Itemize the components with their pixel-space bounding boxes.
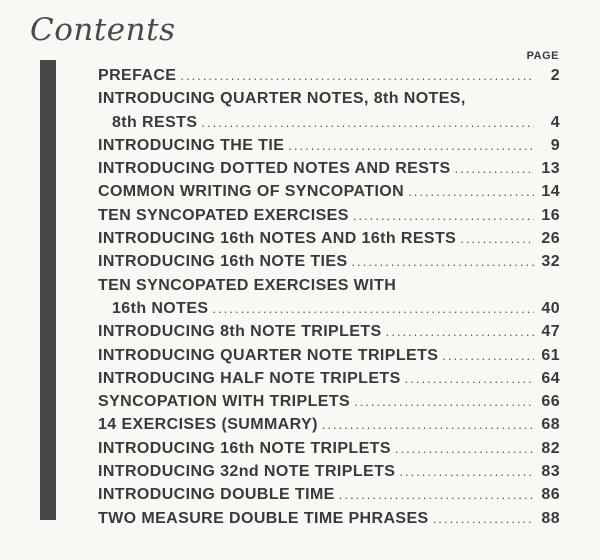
toc-entry-page: 16 [541,206,560,224]
toc-entry-title: INTRODUCING THE TIE [98,136,285,154]
toc-entry [98,367,560,390]
toc-entry-page: 68 [541,416,560,434]
toc-entry-page: 40 [541,299,560,317]
toc-entry-title: TEN SYNCOPATED EXERCISES [98,206,349,224]
toc-entry-page: 13 [541,160,560,178]
dot-leader [352,250,534,273]
toc-entry-page: 47 [541,323,560,341]
toc-entry [98,87,560,134]
toc-entry-page: 61 [541,346,560,364]
toc-entry-title: TEN SYNCOPATED EXERCISES WITH [98,276,397,294]
toc-entry-title: 14 EXERCISES (SUMMARY) [98,416,318,434]
toc-entry-page: 2 [550,67,560,84]
toc-entry [98,320,560,343]
toc-entry-title: PREFACE [98,67,177,84]
dot-leader [442,344,534,367]
page-column-header: PAGE [526,50,559,62]
dot-leader [460,227,534,250]
toc-entry-title: INTRODUCING 32nd NOTE TRIPLETS [98,463,396,481]
toc-entry [98,274,560,321]
dot-leader [408,180,534,203]
toc-entry [98,483,560,506]
dot-leader [399,460,534,483]
toc-entry-page: 64 [541,369,560,387]
toc-entry [98,507,560,530]
toc-entry-title: INTRODUCING 8th NOTE TRIPLETS [98,323,382,341]
dot-leader [353,204,534,227]
toc-entry [98,157,560,180]
dot-leader [339,483,534,506]
toc-entry-title: INTRODUCING DOUBLE TIME [98,486,335,504]
toc-entry-title: INTRODUCING HALF NOTE TRIPLETS [98,369,401,387]
dot-leader [288,134,534,157]
toc-entry [98,227,560,250]
toc-entry-page: 86 [541,486,560,504]
toc-entry-page: 66 [541,393,560,411]
dot-leader [386,320,534,343]
toc-entry [98,204,560,227]
decorative-side-bar [40,60,56,520]
toc-entry-title: COMMON WRITING OF SYNCOPATION [98,183,405,201]
toc-entry-page: 82 [541,439,560,457]
dot-leader [322,413,534,436]
toc-entry [98,460,560,483]
toc-entry-title: INTRODUCING 16th NOTE TRIPLETS [98,439,391,457]
toc-entry-page: 9 [550,136,560,154]
dot-leader [212,297,534,320]
dot-leader [455,157,534,180]
toc-entry-page: 88 [541,509,560,527]
toc-entry-page: 26 [541,230,560,248]
toc-entry-title-continued: 16th NOTES [112,299,209,317]
dot-leader [433,507,534,530]
dot-leader [180,64,534,87]
toc-entry-title: INTRODUCING DOTTED NOTES AND RESTS [98,160,451,178]
dot-leader [395,437,534,460]
toc-entry-title: INTRODUCING 16th NOTE TIES [98,253,348,271]
toc-entry-title-continued: 8th RESTS [112,113,198,131]
toc-entry-title: INTRODUCING QUARTER NOTE TRIPLETS [98,346,439,364]
table-of-contents [98,64,560,530]
toc-entry [98,134,560,157]
contents-title: Contents [30,12,176,48]
toc-entry-page: 83 [541,463,560,481]
toc-entry [98,180,560,203]
toc-entry-page: 32 [541,253,560,271]
dot-leader [201,111,534,134]
toc-entry [98,250,560,273]
toc-entry [98,390,560,413]
toc-entry-title: INTRODUCING QUARTER NOTES, 8th NOTES, [98,90,466,108]
toc-entry [98,64,560,87]
toc-entry-page: 14 [541,183,560,201]
toc-entry-title: INTRODUCING 16th NOTES AND 16th RESTS [98,230,457,248]
dot-leader [354,390,534,413]
dot-leader [405,367,534,390]
toc-entry-page: 4 [550,113,560,131]
toc-entry [98,344,560,367]
toc-entry [98,437,560,460]
toc-entry-title: TWO MEASURE DOUBLE TIME PHRASES [98,509,429,527]
toc-entry-title: SYNCOPATION WITH TRIPLETS [98,393,351,411]
toc-entry [98,413,560,436]
